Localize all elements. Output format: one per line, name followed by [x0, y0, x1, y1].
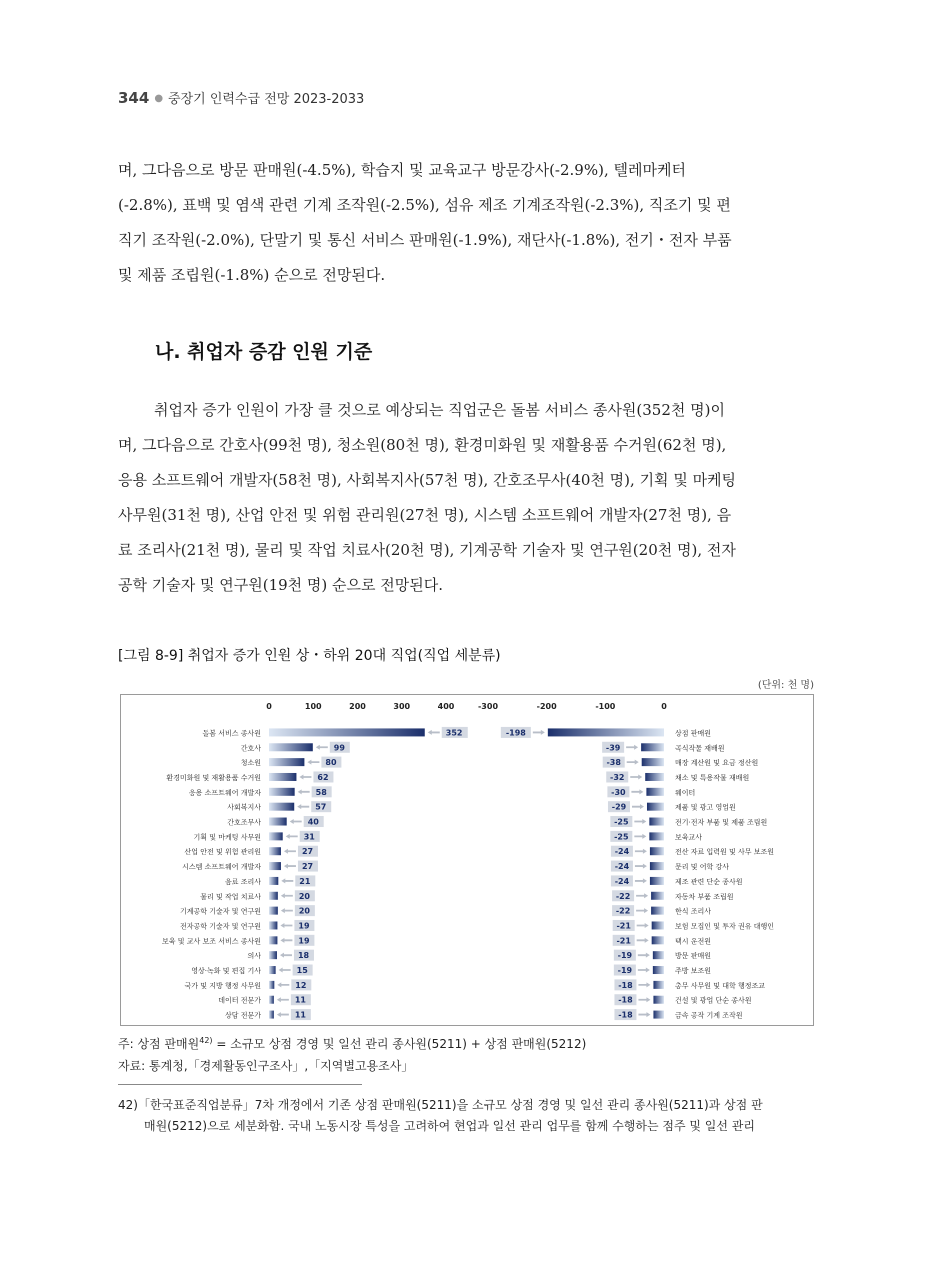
bar	[651, 907, 664, 915]
category-label: 기획 및 마케팅 사무원	[193, 833, 261, 842]
category-label: 국가 및 지방 행정 사무원	[184, 981, 261, 990]
bar	[269, 803, 294, 811]
paragraph-line: 며, 그다음으로 방문 판매원(-4.5%), 학습지 및 교육교구 방문강사(-2.9%), 텔레마케터	[118, 161, 686, 179]
value-label: -198	[505, 728, 526, 738]
page-header	[118, 88, 364, 107]
category-label: 자동차 부품 조립원	[675, 892, 734, 901]
value-label: -32	[610, 772, 625, 782]
value-label: 40	[307, 817, 319, 827]
arrow-icon	[290, 819, 302, 824]
paragraph-line: 응용 소프트웨어 개발자(58천 명), 사회복지사(57천 명), 간호조무사(40천 명), 기획 및 마케팅	[118, 471, 737, 489]
arrow-icon	[284, 849, 296, 854]
paragraph-line: 사무원(31천 명), 산업 안전 및 위험 관리원(27천 명), 시스템 소프트웨어 개발자(27천 명), 음	[118, 506, 732, 524]
value-label: -29	[611, 802, 627, 812]
increase-chart	[162, 702, 468, 1020]
bar	[269, 981, 274, 989]
footnote-ref[interactable]: 42)	[199, 1036, 213, 1045]
category-label: 채소 및 특용작물 재배원	[675, 773, 750, 782]
footnote-divider	[118, 1084, 362, 1085]
value-label: -24	[614, 862, 630, 872]
unit-note: (단위: 천 명)	[757, 680, 814, 691]
category-label: 방문 판매원	[675, 952, 712, 961]
paragraph-line: 료 조리사(21천 명), 물리 및 작업 치료사(20천 명), 기계공학 기술자 및 연구원(20천 명), 전자	[118, 541, 736, 559]
arrow-icon	[277, 997, 289, 1002]
arrow-icon	[281, 893, 293, 898]
bar	[269, 773, 296, 781]
body-paragraph	[118, 393, 818, 603]
category-label: 문리 및 어학 강사	[675, 863, 730, 872]
bar	[269, 907, 278, 915]
value-label: 11	[294, 1010, 307, 1020]
arrow-icon	[634, 819, 646, 824]
bar	[269, 847, 281, 855]
value-label: 62	[317, 772, 329, 782]
value-label: 27	[301, 862, 314, 872]
paragraph-line: 며, 그다음으로 간호사(99천 명), 청소원(80천 명), 환경미화원 및 재활용품 수거원(62천 명),	[118, 436, 727, 454]
chart-note	[118, 1035, 586, 1052]
arrow-icon	[636, 908, 648, 913]
value-label: -24	[614, 876, 630, 886]
arrow-icon	[634, 834, 646, 839]
value-label: 352	[445, 728, 463, 738]
arrow-icon	[280, 923, 292, 928]
header-title: 중장기 인력수급 전망 2023-2033	[168, 92, 365, 107]
category-label: 제조 관련 단순 종사원	[675, 877, 743, 886]
footnote-line: 42)「한국표준직업분류」7차 개정에서 기존 상점 판매원(5211)을 소규모 상점 경영 및 일선 관리 종사원(5211)과 상점 판	[118, 1098, 763, 1112]
category-label: 청소원	[240, 759, 261, 768]
bar	[269, 936, 277, 944]
bar	[269, 996, 274, 1004]
value-label: 31	[303, 832, 315, 842]
paragraph-line: 직기 조작원(-2.0%), 단말기 및 통신 서비스 판매원(-1.9%), 재단사(-1.8%), 전기・전자 부품	[118, 231, 732, 249]
arrow-icon	[316, 745, 328, 750]
value-label: 12	[295, 980, 307, 990]
paragraph-line: 공학 기술자 및 연구원(19천 명) 순으로 전망된다.	[118, 576, 443, 594]
intro-paragraph	[118, 153, 818, 293]
arrow-icon	[299, 774, 311, 779]
arrow-icon	[630, 774, 642, 779]
bar	[652, 921, 664, 929]
value-label: -39	[605, 743, 621, 753]
arrow-icon	[298, 789, 310, 794]
footnote-line: 매원(5212)으로 세분화함. 국내 노동시장 특성을 고려하여 현업과 일선 관리 업무를 함께 수행하는 점주 및 일선 관리	[144, 1119, 755, 1133]
arrow-icon	[281, 878, 293, 883]
bar	[269, 728, 425, 736]
category-label: 상담 전문가	[224, 1011, 261, 1020]
bar	[650, 862, 664, 870]
value-label: 20	[298, 891, 310, 901]
bar	[269, 758, 304, 766]
arrow-icon	[277, 982, 289, 987]
arrow-icon	[638, 1012, 650, 1017]
bar	[653, 996, 664, 1004]
value-label: -21	[616, 921, 631, 931]
bar	[269, 788, 295, 796]
category-label: 주방 보조원	[675, 967, 712, 976]
category-label: 음료 조리사	[224, 877, 261, 886]
category-label: 택시 운전원	[675, 937, 712, 946]
paragraph-line: 취업자 증가 인원이 가장 클 것으로 예상되는 직업군은 돌봄 서비스 종사원(352천 명)이	[154, 401, 725, 419]
bar	[653, 981, 664, 989]
bar	[653, 951, 664, 959]
value-label: -38	[606, 758, 621, 768]
arrow-icon	[637, 923, 649, 928]
bar	[269, 862, 281, 870]
category-label: 보육교사	[675, 833, 703, 842]
bar	[269, 921, 277, 929]
arrow-icon	[280, 938, 292, 943]
bar	[269, 1011, 274, 1019]
arrow-icon	[533, 730, 545, 735]
paragraph-line: (-2.8%), 표백 및 염색 관련 기계 조작원(-2.5%), 섬유 제조 기계조작원(-2.3%), 직조기 및 편	[118, 196, 731, 214]
bar	[269, 818, 287, 826]
bar	[645, 773, 664, 781]
arrow-icon	[635, 878, 647, 883]
paragraph-line: 및 제품 조립원(-1.8%) 순으로 전망된다.	[118, 266, 386, 284]
value-label: -25	[614, 832, 629, 842]
arrow-icon	[637, 938, 649, 943]
arrow-icon	[279, 968, 291, 973]
value-label: 19	[298, 936, 310, 946]
value-label: -24	[614, 847, 630, 857]
category-label: 건설 및 광업 단순 종사원	[675, 996, 752, 1005]
bar	[642, 758, 664, 766]
x-tick-label: -300	[477, 702, 499, 711]
bar	[647, 803, 664, 811]
category-label: 의사	[247, 952, 261, 961]
category-label: 간호조무사	[227, 818, 261, 827]
value-label: 18	[297, 951, 310, 961]
category-label: 한식 조리사	[675, 907, 712, 916]
arrow-icon	[307, 760, 319, 765]
arrow-icon	[635, 864, 647, 869]
arrow-icon	[638, 953, 650, 958]
arrow-icon	[636, 893, 648, 898]
category-label: 사회복지사	[227, 803, 261, 812]
category-label: 산업 안전 및 위험 관리원	[184, 848, 261, 857]
bar	[269, 951, 277, 959]
category-label: 환경미화원 및 재활용품 수거원	[166, 773, 261, 782]
x-tick-label: 100	[304, 702, 322, 711]
arrow-icon	[626, 745, 638, 750]
category-label: 시스템 소프트웨어 개발자	[182, 863, 261, 872]
decrease-chart	[478, 702, 774, 1020]
arrow-icon	[297, 804, 309, 809]
x-tick-label: 200	[349, 702, 366, 711]
category-label: 전산 자료 입력원 및 사무 보조원	[675, 848, 775, 857]
value-label: -25	[614, 817, 629, 827]
category-label: 웨이터	[675, 788, 696, 797]
category-label: 상점 판매원	[675, 729, 712, 738]
x-tick-label: 0	[266, 702, 272, 711]
section-heading: 나. 취업자 증감 인원 기준	[155, 341, 373, 363]
value-label: -18	[618, 995, 633, 1005]
bar	[653, 966, 664, 974]
category-label: 돌봄 서비스 종사원	[202, 729, 261, 738]
bar	[646, 788, 664, 796]
arrow-icon	[280, 953, 292, 958]
footnote	[118, 1095, 818, 1137]
value-label: 80	[325, 758, 337, 768]
value-label: -19	[617, 951, 633, 961]
arrow-icon	[635, 849, 647, 854]
value-label: 27	[301, 847, 314, 857]
bar-chart	[121, 695, 815, 1027]
value-label: -22	[615, 891, 631, 901]
arrow-icon	[638, 982, 650, 987]
note-prefix: 주: 상점 판매원	[118, 1037, 200, 1051]
category-label: 영상·녹화 및 편집 기사	[191, 967, 261, 976]
arrow-icon	[638, 997, 650, 1002]
arrow-icon	[428, 730, 440, 735]
value-label: -18	[618, 1010, 633, 1020]
x-tick-label: 300	[393, 702, 411, 711]
arrow-icon	[638, 968, 650, 973]
category-label: 간호사	[240, 744, 261, 753]
chart-source: 자료: 통계청,「경제활동인구조사」,「지역별고용조사」	[118, 1059, 414, 1073]
bar	[649, 818, 664, 826]
arrow-icon	[284, 864, 296, 869]
x-tick-label: -100	[595, 702, 616, 711]
bar	[650, 847, 664, 855]
page-number: 344	[118, 89, 150, 107]
value-label: -30	[611, 787, 626, 797]
note-suffix: = 소규모 상점 경영 및 일선 관리 종사원(5211) + 상점 판매원(5212)	[212, 1037, 587, 1051]
x-tick-label: 400	[437, 702, 455, 711]
category-label: 기계공학 기술자 및 연구원	[179, 907, 261, 916]
bar	[269, 877, 278, 885]
value-label: 11	[294, 995, 307, 1005]
value-label: 19	[298, 921, 310, 931]
category-label: 전자공학 기술자 및 연구원	[179, 922, 261, 931]
arrow-icon	[286, 834, 298, 839]
category-label: 보육 및 교사 보조 서비스 종사원	[161, 937, 261, 946]
category-label: 총무 사무원 및 대학 행정조교	[675, 981, 766, 990]
arrow-icon	[632, 804, 644, 809]
bar	[651, 892, 664, 900]
x-tick-label: -200	[536, 702, 557, 711]
category-label: 데이터 전문가	[218, 996, 261, 1005]
bar	[650, 877, 664, 885]
category-label: 매장 계산원 및 요금 정산원	[675, 759, 759, 768]
header-separator-icon: ●	[154, 93, 164, 104]
bar	[269, 966, 276, 974]
bar	[269, 743, 313, 751]
category-label: 물리 및 작업 치료사	[200, 892, 261, 901]
bar	[653, 1011, 664, 1019]
bar	[652, 936, 664, 944]
value-label: 21	[299, 876, 311, 886]
bar	[649, 832, 664, 840]
x-tick-label: 0	[661, 702, 667, 711]
category-label: 응용 소프트웨어 개발자	[188, 788, 261, 797]
category-label: 제품 및 광고 영업원	[675, 803, 736, 812]
chart-frame	[120, 694, 814, 1026]
value-label: 57	[315, 802, 327, 812]
bar	[641, 743, 664, 751]
category-label: 보험 모집인 및 투자 권유 대행인	[675, 922, 775, 931]
arrow-icon	[281, 908, 293, 913]
value-label: -22	[615, 906, 631, 916]
value-label: -18	[618, 980, 633, 990]
category-label: 금속 공작 기계 조작원	[675, 1011, 743, 1020]
value-label: 58	[315, 787, 327, 797]
bar	[548, 728, 664, 736]
category-label: 곡식작물 재배원	[675, 744, 725, 753]
arrow-icon	[627, 760, 639, 765]
value-label: 99	[333, 743, 345, 753]
figure-caption: [그림 8-9] 취업자 증가 인원 상・하위 20대 직업(직업 세분류)	[118, 648, 501, 664]
bar	[269, 892, 278, 900]
bar	[269, 832, 283, 840]
value-label: -19	[617, 966, 633, 976]
value-label: -21	[616, 936, 631, 946]
category-label: 전기·전자 부품 및 제품 조립원	[675, 818, 768, 827]
value-label: 15	[296, 966, 308, 976]
value-label: 20	[298, 906, 310, 916]
arrow-icon	[631, 789, 643, 794]
arrow-icon	[277, 1012, 289, 1017]
